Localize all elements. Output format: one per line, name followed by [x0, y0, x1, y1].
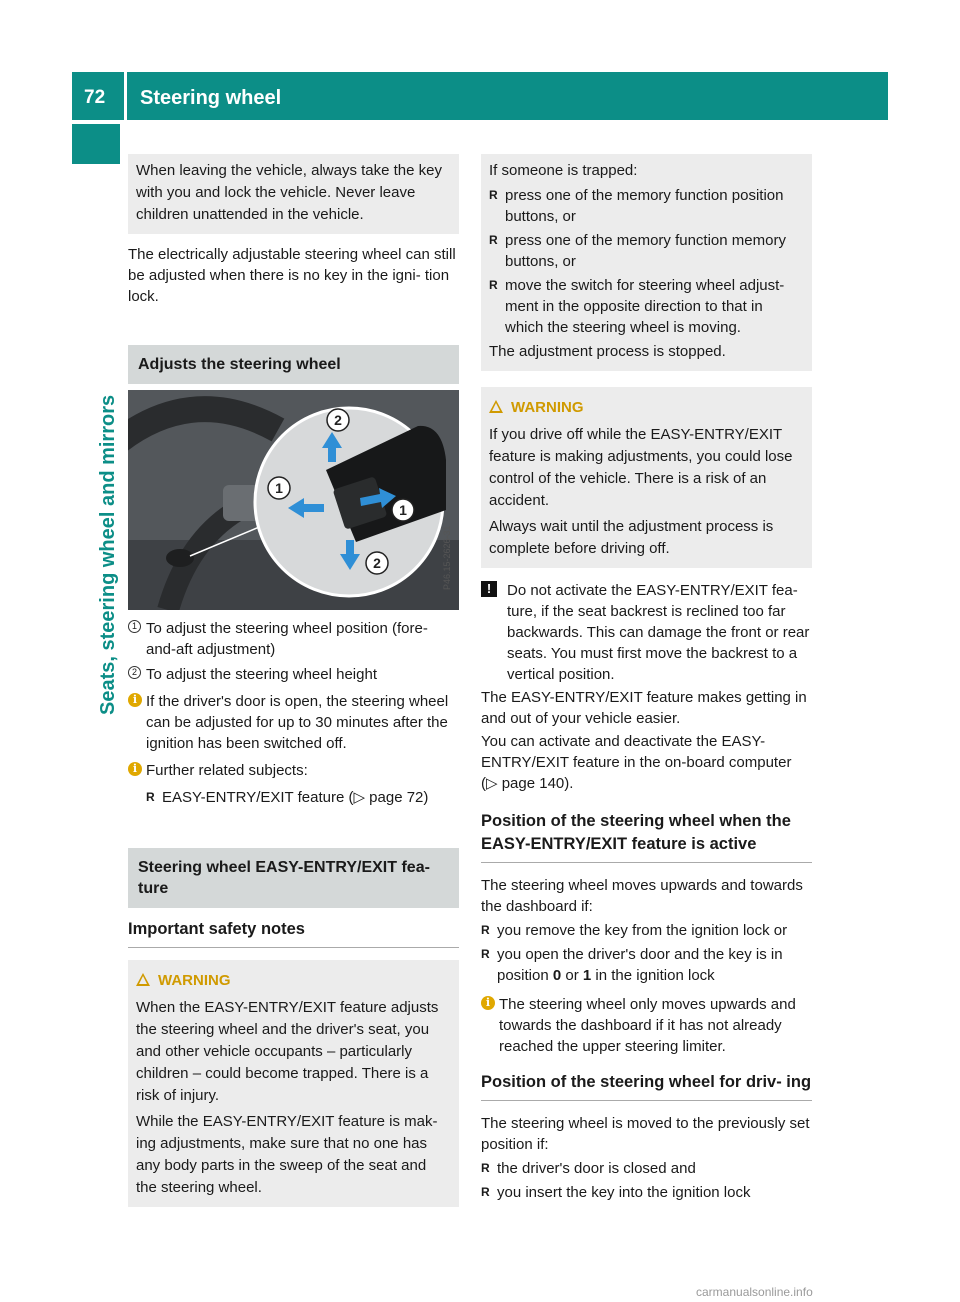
side-chapter-label: Seats, steering wheel and mirrors [97, 394, 119, 715]
warning-box-drive-off [481, 387, 812, 568]
warning-trapped-text: When the EASY-ENTRY/EXIT feature adjusts the steering wheel and the driver's seat, you and other vehicle occupants – particularly children – could become trapped. There is a risk of injury. [136, 999, 439, 1104]
child-safety-note-box [128, 154, 459, 234]
legend-item-1 [128, 618, 459, 660]
figure-callout-1-right: 1 [399, 502, 407, 518]
active-intro: The steering wheel moves upwards and towards the dashboard if: [481, 877, 803, 915]
subhead-position-driving: Position of the steering wheel for driv- ing [481, 1071, 812, 1101]
page-number: 72 [84, 87, 106, 108]
subhead-important-safety-notes: Important safety notes [128, 918, 459, 948]
info-related-subjects [128, 760, 459, 808]
legend-item-2 [128, 664, 459, 685]
subhead-position-active: Position of the steering wheel when the EASY-ENTRY/EXIT feature is active [481, 810, 812, 863]
right-column [481, 154, 812, 1203]
warning-triangle-icon [136, 973, 150, 986]
legend-number-1: 1 [128, 620, 141, 633]
warning-sweep-text: While the EASY-ENTRY/EXIT feature is mak- ing adjustments, make sure that no one has any body parts in the sweep of the seat and the steering wheel. [136, 1113, 438, 1196]
damage-note-text: Do not activate the EASY-ENTRY/EXIT fea- ture, if the seat backrest is reclined too far backwards. This can damage the front or rear seats. You must first move the backrest to a vertical position. [507, 582, 810, 683]
warning-title-text: WARNING [158, 972, 231, 989]
info-icon: i [128, 762, 142, 776]
ignition-position-1: 1 [582, 967, 592, 984]
related-subject-link-text: EASY-ENTRY/EXIT feature (▷ page 72) [162, 789, 429, 806]
active-bullet-1: R you remove the key from the ignition lock or [481, 920, 812, 941]
steering-adjustment-figure [128, 390, 459, 610]
left-column [128, 154, 459, 1207]
steering-adjustment-illustration [128, 390, 459, 610]
child-safety-note: When leaving the vehicle, always take the key with you and lock the vehicle. Never leave children unattended in the vehicle. [136, 162, 442, 223]
warning-title [489, 397, 804, 418]
legend-text-1: To adjust the steering wheel position (fore- and-aft adjustment) [146, 620, 428, 658]
active-bullet-2-end: in the ignition lock [591, 967, 715, 984]
exclamation-icon: ! [481, 581, 497, 597]
figure-code: P46.15-2626-31 [442, 525, 452, 590]
trapped-bullet-1: R press one of the memory function position buttons, or [489, 185, 804, 227]
legend-number-2: 2 [128, 666, 141, 679]
figure-callout-2-bottom: 2 [373, 555, 381, 571]
active-bullet-2-or: or [561, 967, 583, 984]
figure-callout-2-top: 2 [334, 412, 342, 428]
warning-title-text: WARNING [511, 399, 584, 416]
heading-easy-entry-exit: Steering wheel EASY-ENTRY/EXIT fea- ture [128, 848, 459, 908]
warning-triangle-icon [489, 400, 503, 413]
heading-adjust-steering-wheel: Adjusts the steering wheel [128, 345, 459, 384]
info-door-open [128, 691, 459, 754]
header-divider [124, 72, 127, 120]
trapped-bullet-3: R move the switch for steering wheel adjust- ment in the opposite direction to that in which the steering wheel is moving. [489, 275, 804, 338]
warning-title [136, 970, 451, 991]
trapped-intro: If someone is trapped: [489, 162, 638, 179]
driving-intro: The steering wheel is moved to the previously set position if: [481, 1115, 810, 1153]
info-upper-limiter-text: The steering wheel only moves upwards and towards the dashboard if it has not already reached the upper steering limiter. [499, 996, 796, 1055]
trapped-outro: The adjustment process is stopped. [489, 343, 726, 360]
ignition-position-0: 0 [552, 967, 562, 984]
easy-entry-activation-text: You can activate and deactivate the EASY- ENTRY/EXIT feature in the on-board computer (▷ page 140). [481, 733, 792, 792]
driving-bullet-1: R the driver's door is closed and [481, 1158, 812, 1179]
warning-drive-off-text: If you drive off while the EASY-ENTRY/EXIT feature is making adjustments, you could lose control of the vehicle. There is a risk of an accident. [489, 426, 793, 509]
side-tab-block [72, 124, 120, 164]
easy-entry-description: The EASY-ENTRY/EXIT feature makes getting in and out of your vehicle easier. [481, 689, 807, 727]
trapped-instructions-box [481, 154, 812, 371]
active-bullet-2-text: you open the driver's door and the key is in position [497, 946, 783, 984]
warning-wait-text: Always wait until the adjustment process is complete before driving off. [489, 518, 774, 557]
info-icon: i [481, 996, 495, 1010]
damage-note [481, 580, 812, 685]
figure-callout-1-left: 1 [275, 480, 283, 496]
adjustable-when-no-key-text: The electrically adjustable steering wheel can still be adjusted when there is no key in the igni- tion lock. [128, 246, 456, 305]
info-related-subjects-text: Further related subjects: [146, 762, 308, 779]
related-subject-link[interactable] [146, 787, 459, 808]
footer-watermark: carmanualsonline.info [696, 1285, 813, 1299]
info-upper-limiter [481, 994, 812, 1057]
legend-text-2: To adjust the steering wheel height [146, 666, 377, 683]
section-title: Steering wheel [140, 87, 282, 109]
info-door-open-text: If the driver's door is open, the steering wheel can be adjusted for up to 30 minutes after the ignition has been switched off. [146, 693, 449, 752]
driving-bullet-2: R you insert the key into the ignition lock [481, 1182, 812, 1203]
warning-box-trapped [128, 960, 459, 1207]
info-icon: i [128, 693, 142, 707]
trapped-bullet-2: R press one of the memory function memory buttons, or [489, 230, 804, 272]
active-bullet-2 [481, 944, 812, 986]
